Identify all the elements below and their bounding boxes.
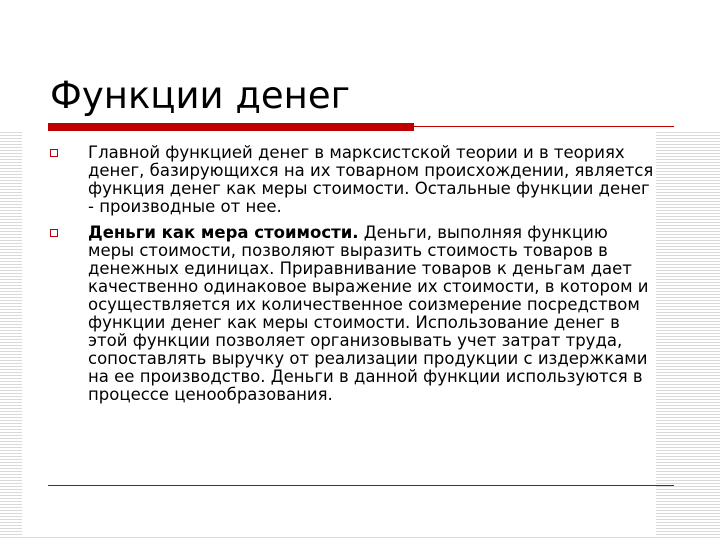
slide-title: Функции денег bbox=[50, 74, 351, 117]
bullet-text: Главной функцией денег в марксистской теории и в теориях денег, базирующихся на их товарном происхождении, является функция денег как меры стоимости. Остальные функции денег - производные от нее. bbox=[88, 143, 654, 216]
bullet-item-main-function bbox=[48, 144, 658, 216]
footer-rule bbox=[48, 485, 674, 486]
title-underline bbox=[48, 123, 674, 131]
bullet-list bbox=[48, 144, 658, 412]
bullet-text: Деньги, выполняя функцию меры стоимости, позволяют выразить стоимость товаров в денежных единицах. Приравнивание товаров к деньгам дает качественно одинаковое выражение их стоимости, в котором и осуществляется их количественное соизмерение посредством функции денег как меры стоимости. Использование денег в этой функции позволяет организовывать учет затрат труда, сопоставлять выручку от реализации продукции с издержками на ее производство. Деньги в данной функции используются в процессе ценообразования. bbox=[88, 223, 649, 404]
hollow-square-bullet-icon bbox=[50, 229, 58, 237]
bullet-lead: Деньги как мера стоимости. bbox=[88, 223, 359, 242]
title-underline-thick bbox=[48, 123, 414, 131]
bullet-item-measure-of-value bbox=[48, 224, 658, 404]
title-underline-thin bbox=[414, 126, 674, 127]
hollow-square-bullet-icon bbox=[50, 149, 58, 157]
